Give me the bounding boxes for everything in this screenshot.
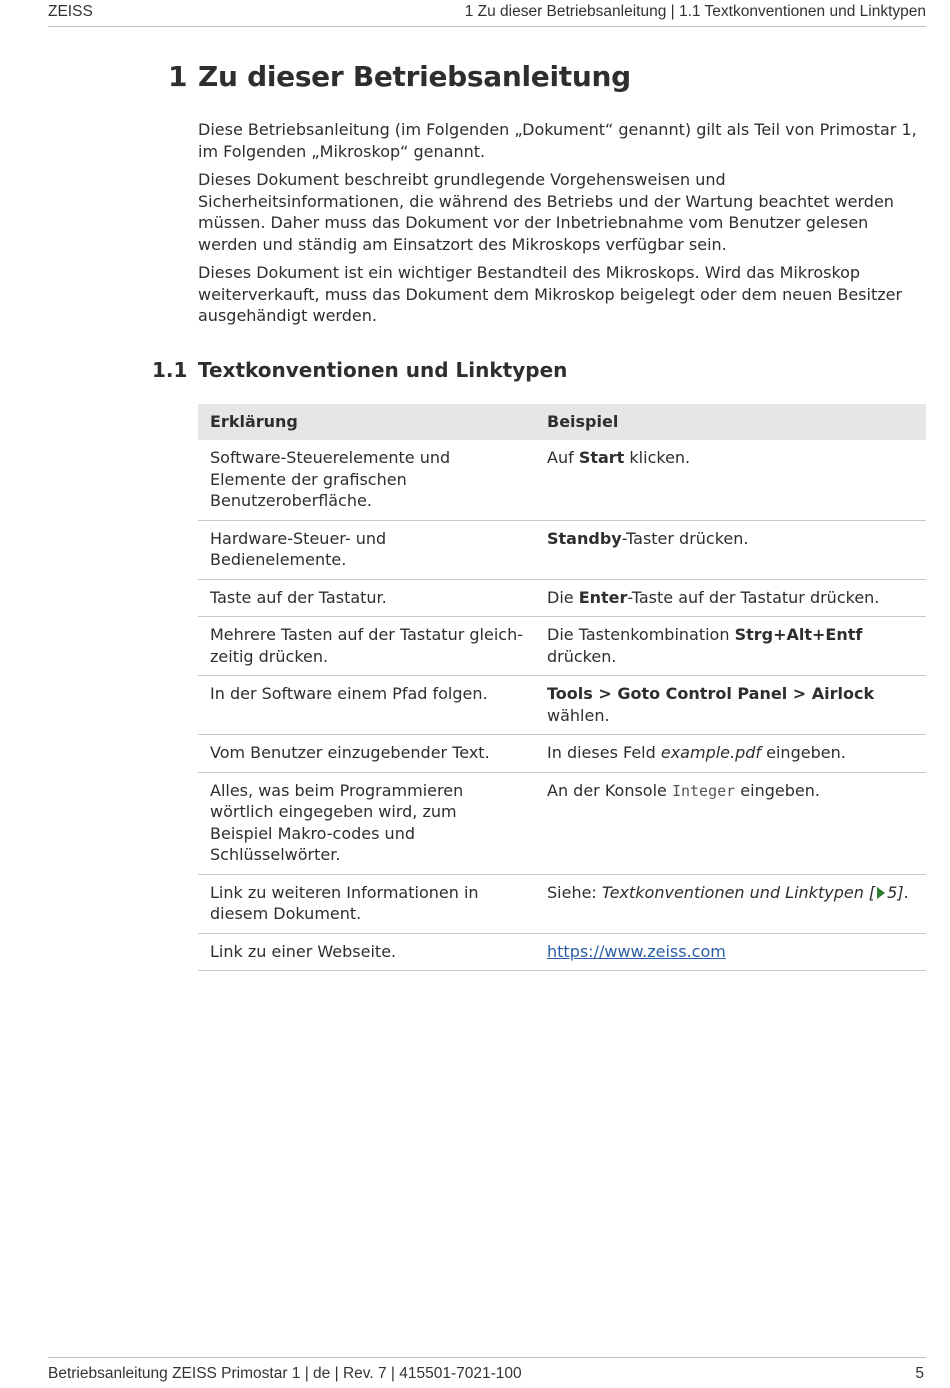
row-explanation: Taste auf der Tastatur.	[198, 579, 535, 617]
chapter-number: 1	[168, 60, 188, 93]
table-row	[198, 874, 926, 933]
table-row	[198, 676, 926, 735]
intro-paragraph-2: Dieses Dokument beschreibt grundlegende Vorgehensweisen und Sicherheitsinformationen, die während des Betriebs und der Wartung beachtet werden müssen. Daher muss das Dokument vor der Inbetriebnahme vom Benutzer gelesen werden und ständig am Einsatzort des Mikroskops verfügbar sein.	[198, 170, 894, 254]
example-text: Auf	[547, 448, 579, 467]
example-text: In dieses Feld	[547, 743, 661, 762]
section-number: 1.1	[152, 358, 188, 382]
example-text: wählen.	[547, 705, 610, 725]
play-arrow-icon	[877, 887, 885, 899]
table-row	[198, 933, 926, 971]
example-bold: Enter	[578, 587, 628, 607]
row-explanation: Mehrere Tasten auf der Tastatur gleich-zeitig drücken.	[198, 617, 535, 676]
page-header	[48, 0, 926, 27]
row-explanation: Link zu einer Webseite.	[198, 933, 535, 971]
example-italic: example.pdf	[660, 743, 762, 762]
row-example	[535, 676, 926, 735]
example-code: Integer	[671, 781, 736, 800]
example-text: Die Tastenkombination	[547, 625, 735, 644]
example-text: Die	[547, 587, 579, 607]
example-text: eingeben.	[735, 780, 820, 800]
row-example	[535, 579, 926, 617]
example-text: -Taster drücken.	[621, 528, 749, 548]
example-text: eingeben.	[761, 743, 846, 762]
example-bold: Strg+Alt+Entf	[734, 625, 863, 644]
row-example	[535, 617, 926, 676]
column-header-explanation: Erklärung	[198, 404, 535, 440]
internal-link[interactable]	[602, 883, 904, 902]
conventions-table	[198, 404, 926, 971]
footer-document-info: Betriebsanleitung ZEISS Primostar 1 | de | Rev. 7 | 415501-7021-100	[48, 1365, 522, 1382]
row-explanation: Hardware-Steuer- und Bedienelemente.	[198, 520, 535, 579]
intro-paragraph-1: Diese Betriebsanleitung (im Folgenden „Dokument“ genannt) gilt als Teil von Primostar 1, im Folgenden „Mikroskop“ genannt.	[198, 120, 917, 161]
internal-link-page[interactable]: 5]	[887, 882, 904, 902]
row-example	[535, 735, 926, 773]
row-explanation: Software-Steuerelemente und Elemente der grafischen Benutzeroberfläche.	[198, 440, 535, 520]
internal-link-text[interactable]: Textkonventionen und Linktypen [	[601, 882, 876, 902]
example-bold: Start	[578, 448, 625, 467]
section-title: Textkonventionen und Linktypen	[198, 358, 568, 382]
footer-page-number: 5	[915, 1365, 924, 1382]
table-row	[198, 772, 926, 874]
page-footer	[48, 1357, 926, 1388]
web-link[interactable]: https://www.zeiss.com	[547, 941, 726, 961]
table-row	[198, 440, 926, 520]
example-text: Siehe:	[547, 882, 602, 902]
column-header-example: Beispiel	[535, 404, 926, 440]
row-explanation: Link zu weiteren Informationen in diesem Dokument.	[198, 874, 535, 933]
row-example	[535, 440, 926, 520]
row-example	[535, 933, 926, 971]
chapter-title: Zu dieser Betriebsanleitung	[198, 60, 631, 93]
section-heading	[152, 358, 567, 382]
example-bold: Tools > Goto Control Panel > Airlock	[547, 684, 875, 703]
header-breadcrumb: 1 Zu dieser Betriebsanleitung | 1.1 Textkonventionen und Linktypen	[464, 3, 926, 20]
row-explanation: In der Software einem Pfad folgen.	[198, 676, 535, 735]
table-row	[198, 579, 926, 617]
example-text: An der Konsole	[547, 780, 672, 800]
row-explanation: Alles, was beim Programmieren wörtlich eingegeben wird, zum Beispiel Makro-codes und Schlüsselwörter.	[198, 772, 535, 874]
table-row	[198, 735, 926, 773]
row-example	[535, 874, 926, 933]
chapter-heading	[168, 60, 631, 93]
example-text: klicken.	[624, 448, 691, 467]
table-header-row	[198, 404, 926, 440]
row-example	[535, 520, 926, 579]
row-explanation: Vom Benutzer einzugebender Text.	[198, 735, 535, 773]
example-bold: Standby	[547, 528, 622, 548]
intro-paragraph-3: Dieses Dokument ist ein wichtiger Bestandteil des Mikroskops. Wird das Mikroskop weiterverkauft, muss das Dokument dem Mikroskop beigelegt oder dem neuen Besitzer ausgehändigt werden.	[198, 263, 903, 325]
example-text: drücken.	[547, 646, 617, 666]
table-row	[198, 617, 926, 676]
table-row	[198, 520, 926, 579]
example-text: .	[903, 882, 909, 902]
example-text: -Taste auf der Tastatur drücken.	[627, 587, 880, 607]
row-example	[535, 772, 926, 874]
header-brand: ZEISS	[48, 3, 93, 20]
